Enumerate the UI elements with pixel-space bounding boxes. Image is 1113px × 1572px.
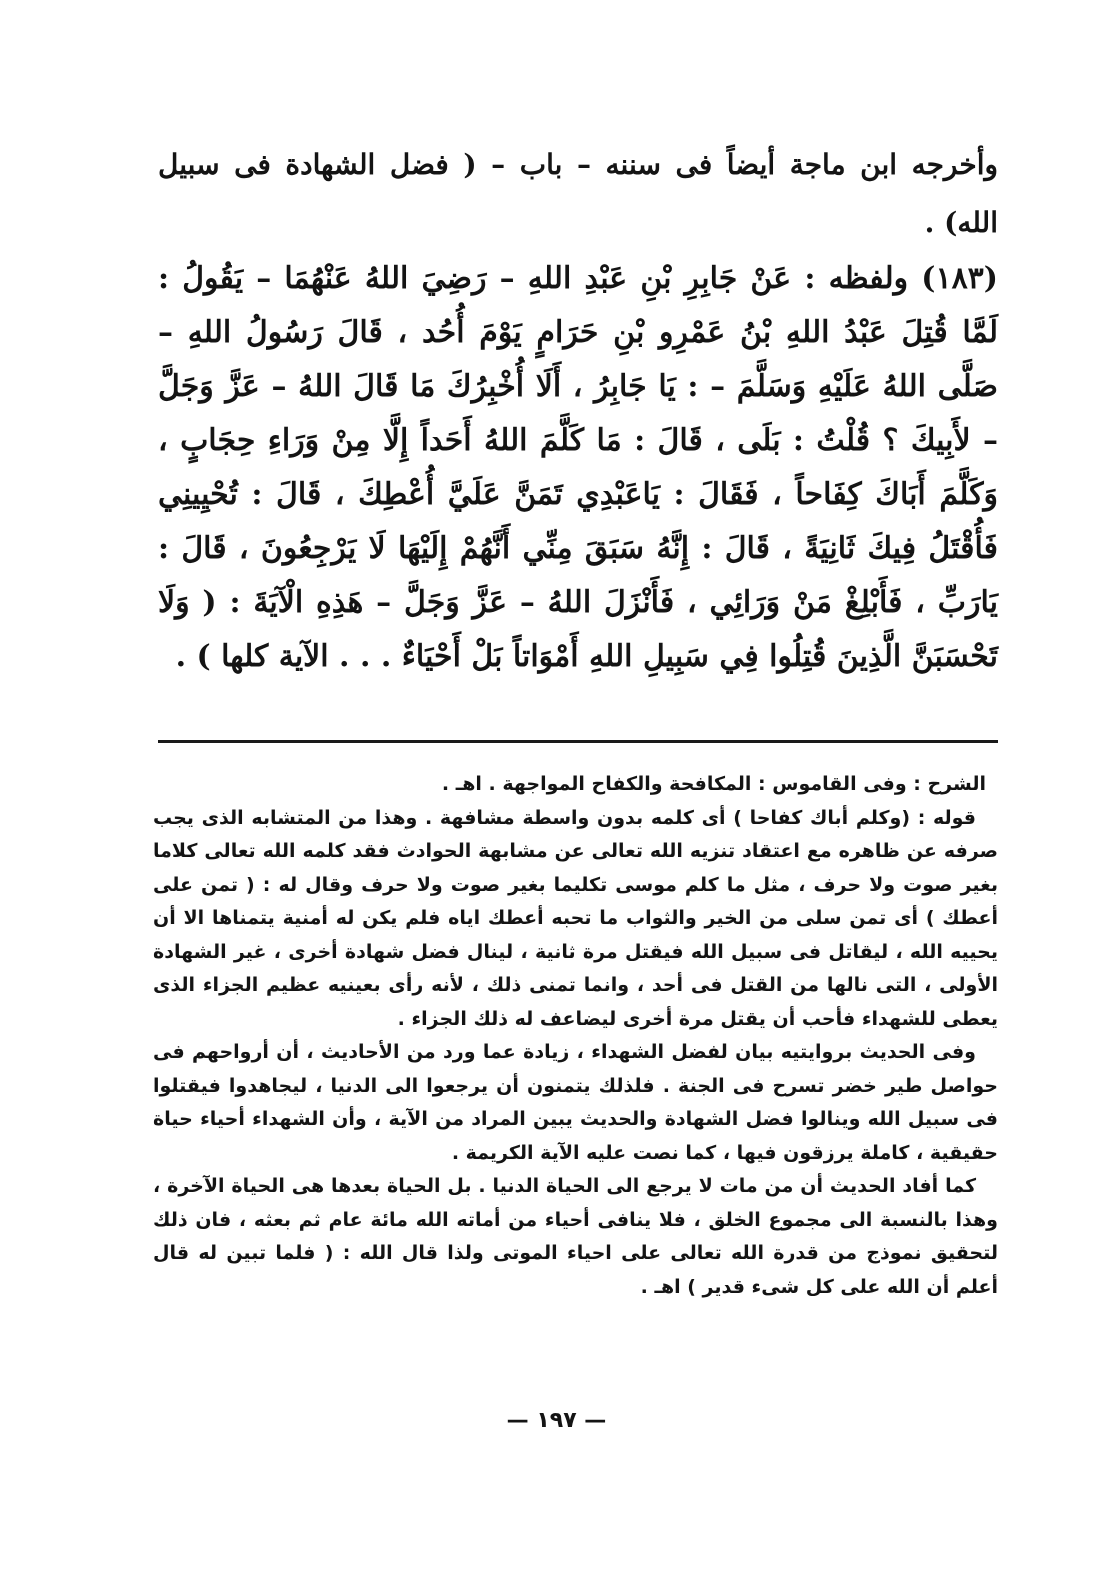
commentary-paragraph: وفى الحديث بروايتيه بيان لفضل الشهداء ، زيادة عما ورد من الأحاديث ، أن أرواحهم فى حواصل طير خضر تسرح فى الجنة . فلذلك يتمنون أن يرجعوا الى الدنيا ، ليجاهدوا فيقتلوا فى سبيل الله وينالوا فضل الشهادة والحديث يبين المراد من الآية ، وأن الشهداء أحياء حياة حقيقية ، كاملة يرزقون فيها ، كما نصت عليه الآية الكريمة . — [153, 1041, 998, 1164]
intro-text: وأخرجه ابن ماجة أيضاً فى سننه – باب – ( فضل الشهادة فى سبيل الله) . — [158, 148, 998, 239]
commentary-paragraph: قوله : (وكلم أباك كفاحا ) أى كلمه بدون واسطة مشافهة . وهذا من المتشابه الذى يجب صرفه عن ظاهره مع اعتقاد تنزيه الله تعالى عن مشابهة الحوادث فقد كلمه الله تعالى كلاما بغير صوت ولا حرف ، مثل ما كلم موسى تكليما بغير صوت ولا حرف وقال له : ( تمن على أعطك ) أى تمن سلى من الخير والثواب ما تحبه أعطك اياه فلم يكن له أمنية يتمناها الا أن يحييه الله ، ليقاتل فى سبيل الله فيقتل مرة ثانية ، لينال فضل شهادة أخرى ، غير الشهادة الأولى ، التى نالها من القتل فى أحد ، وانما تمنى ذلك ، لأنه رأى بعينيه عظيم الجزاء الذى يعطى للشهداء فأحب أن يقتل مرة أخرى ليضاعف له ذلك الجزاء . — [153, 806, 998, 1030]
commentary-paragraph: كما أفاد الحديث أن من مات لا يرجع الى الحياة الدنيا . بل الحياة بعدها هى الحياة الآخرة ، وهذا بالنسبة الى مجموع الخلق ، فلا ينافى أحياء من أماته الله مائة عام ثم بعثه ، فان ذلك لتحقيق نموذج من قدرة الله تعالى على احياء الموتى ولذا قال الله : ( فلما تبين له قال أعلم أن الله على كل شىء قدير ) اهـ . — [153, 1175, 998, 1298]
hadith-paragraph — [158, 252, 998, 684]
commentary-paragraph: الشرح : وفى القاموس : المكافحة والكفاح المواجهة . اهـ . — [441, 773, 986, 795]
page-number: — ١٩٧ — — [506, 1408, 607, 1433]
section-divider — [158, 740, 998, 743]
hadith-number: (١٨٣) — [921, 261, 998, 296]
intro-paragraph — [158, 136, 998, 252]
hadith-text: ولفظه : عَنْ جَابِرِ بْنِ عَبْدِ اللهِ – رَضِيَ اللهُ عَنْهُمَا – يَقُولُ : لَمَّا قُتِلَ عَبْدُ اللهِ بْنُ عَمْرِو بْنِ حَرَامٍ يَوْمَ أُحُد ، قَالَ رَسُولُ اللهِ – صَلَّى اللهُ عَلَيْهِ وَسَلَّمَ – : يَا جَابِرُ ، أَلَا أُخْبِرُكَ مَا قَالَ اللهُ – عَزَّ وَجَلَّ – لأَبِيكَ ؟ قُلْتُ : بَلَى ، قَالَ : مَا كَلَّمَ اللهُ أَحَداً إِلَّا مِنْ وَرَاءِ حِجَابٍ ، وَكَلَّمَ أَبَاكَ كِفَاحاً ، فَقَالَ : يَاعَبْدِي تَمَنَّ عَلَيَّ أُعْطِكَ ، قَالَ : تُحْيِينِي فَأُقْتَلُ فِيكَ ثَانِيَةً ، قَالَ : إِنَّهُ سَبَقَ مِنِّي أَنَّهُمْ إِلَيْهَا لَا يَرْجِعُونَ ، قَالَ : يَارَبِّ ، فَأَبْلِغْ مَنْ وَرَائِي ، فَأَنْزَلَ اللهُ – عَزَّ وَجَلَّ – هَذِهِ الْآيَةَ : ( وَلَا تَحْسَبَنَّ الَّذِينَ قُتِلُوا فِي سَبِيلِ اللهِ أَمْوَاتاً بَلْ أَحْيَاءٌ . . . الآية كلها ) . — [158, 261, 999, 674]
commentary-section — [153, 768, 998, 1304]
